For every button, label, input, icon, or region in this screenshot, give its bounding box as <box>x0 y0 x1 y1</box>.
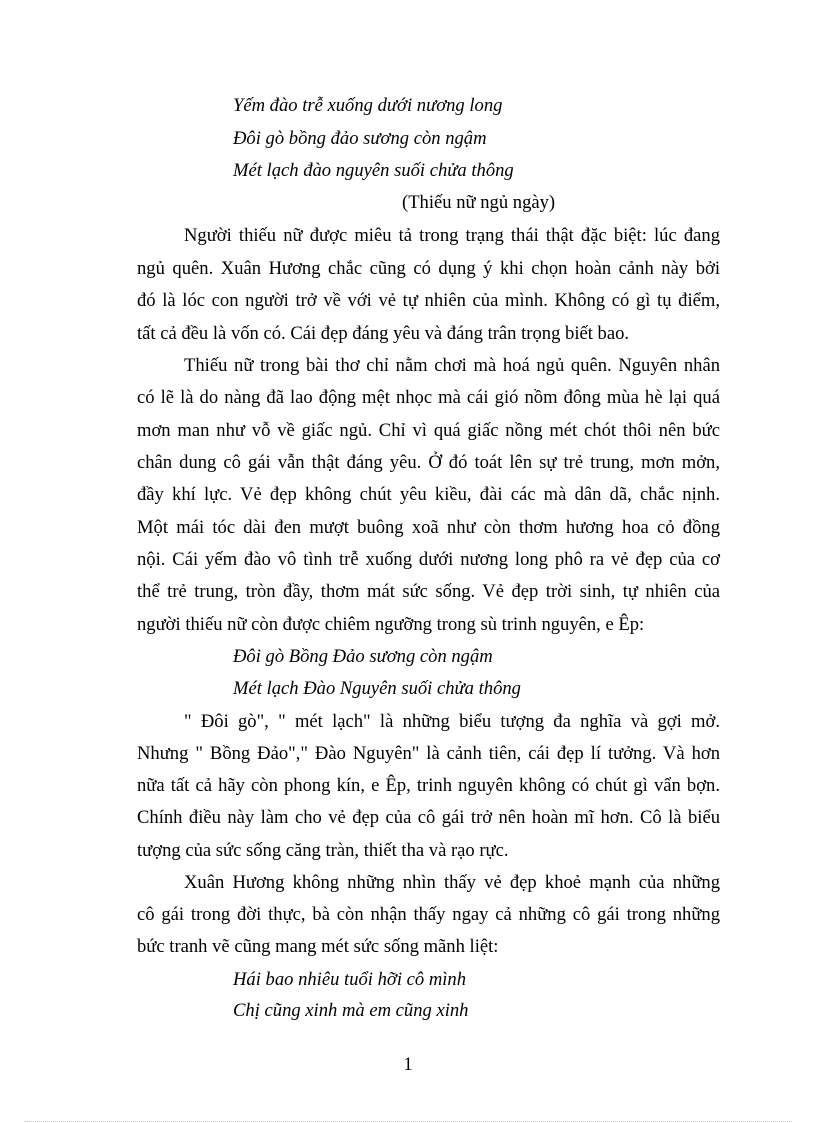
verse-line: Chị cũng xinh mà em cũng xinh <box>233 1000 469 1021</box>
paragraph-line: người thiếu nữ còn được chiêm ngưỡng trong sù trinh nguyên, e Êp: <box>137 614 645 635</box>
page-number: 1 <box>403 1054 413 1075</box>
paragraph-line: cô gái trong đời thực, bà còn nhận thấy ngay cả những cô gái trong những <box>137 904 720 925</box>
paragraph-line: tượng của sức sống căng tràn, thiết tha và rạo rực. <box>137 840 509 861</box>
verse-line: Yếm đào trễ xuống dưới nương long <box>233 95 503 116</box>
paragraph-line: Thiếu nữ trong bài thơ chỉ nằm chơi mà hoá ngủ quên. Nguyên nhân <box>184 355 720 376</box>
paragraph-line: chân dung cô gái vẫn thật đáng yêu. Ở đó toát lên sự trẻ trung, mơn mởn, <box>137 452 720 473</box>
paragraph-line: thể trẻ trung, tròn đầy, thơm mát sức sống. Vẻ đẹp trời sinh, tự nhiên của <box>137 581 720 602</box>
page-bottom-divider <box>24 1121 792 1122</box>
paragraph-line: Xuân Hương không những nhìn thấy vẻ đẹp khoẻ mạnh của những <box>184 872 720 893</box>
paragraph-line: ngủ quên. Xuân Hương chắc cũng có dụng ý khi chọn hoàn cảnh này bởi <box>137 258 720 279</box>
paragraph-line: nội. Cái yếm đào vô tình trễ xuống dưới nương long phô ra vẻ đẹp của cơ <box>137 549 720 570</box>
paragraph-line: Một mái tóc dài đen mượt buông xoã như còn thơm hương hoa cỏ đồng <box>137 517 720 538</box>
paragraph-line: bức tranh vẽ cũng mang mét sức sống mãnh liệt: <box>137 936 499 957</box>
verse-line: Hái bao nhiêu tuổi hỡi cô mình <box>233 969 467 990</box>
verse-line: Đôi gò Bồng Đảo sương còn ngậm <box>233 646 493 667</box>
verse-line: Mét lạch Đào Nguyên suối chửa thông <box>233 678 521 699</box>
paragraph-line: có lẽ là do nàng đã lao động mệt nhọc mà cái gió nồm đông mùa hè lại quá <box>137 387 720 408</box>
paragraph-line: tất cả đều là vốn có. Cái đẹp đáng yêu và đáng trân trọng biết bao. <box>137 323 630 344</box>
paragraph-line: nữa tất cả hãy còn phong kín, e Êp, trinh nguyên không có chút gì vẩn bợn. <box>137 775 720 796</box>
poem-attribution: (Thiếu nữ ngủ ngày) <box>402 192 556 213</box>
paragraph-line: Nhưng " Bồng Đảo"," Đào Nguyên" là cảnh tiên, cái đẹp lí tưởng. Và hơn <box>137 743 720 764</box>
paragraph-line: " Đôi gò", " mét lạch" là những biểu tượng đa nghĩa và gợi mở. <box>184 711 720 732</box>
paragraph-line: Người thiếu nữ được miêu tả trong trạng thái thật đặc biệt: lúc đang <box>184 225 720 246</box>
paragraph-line: đầy khí lực. Vẻ đẹp không chút yêu kiều, đài các mà dân dã, chắc nịnh. <box>137 484 720 505</box>
paragraph-line: đó là lóc con người trở về với vẻ tự nhiên của mình. Không có gì tụ điểm, <box>137 290 720 311</box>
paragraph-line: Chính điều này làm cho vẻ đẹp của cô gái trở nên hoàn mĩ hơn. Cô là biểu <box>137 807 720 828</box>
paragraph-line: mơn man như vỗ về giấc ngủ. Chỉ vì quá giấc nồng mét chót thôi nên bức <box>137 420 720 441</box>
verse-line: Mét lạch đào nguyên suối chửa thông <box>233 160 514 181</box>
verse-line: Đôi gò bồng đảo sương còn ngậm <box>233 128 487 149</box>
